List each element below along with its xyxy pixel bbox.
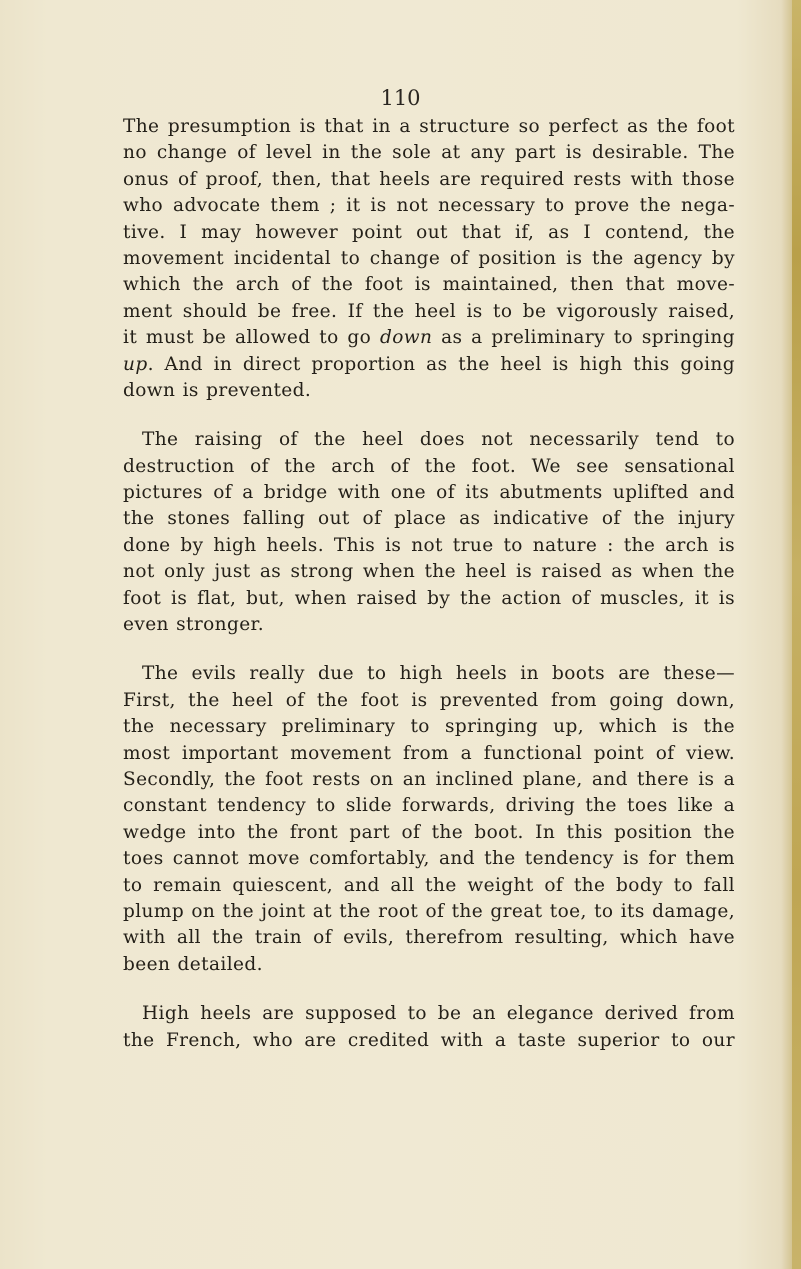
- italic-emphasis: up: [123, 353, 148, 375]
- text-line: onus of proof, then, that heels are required rests with those: [123, 168, 735, 190]
- text-line: ment should be free. If the heel is to be vigorously raised,: [123, 300, 735, 322]
- text-line: which the arch of the foot is maintained, then that move-: [123, 274, 735, 296]
- page-edge: [792, 0, 801, 1269]
- text-line: foot is flat, but, when raised by the action of muscles, it is: [123, 587, 735, 609]
- page-number: 110: [380, 86, 421, 110]
- text-line: the French, who are credited with a taste superior to our: [123, 1029, 735, 1051]
- text-line-with-italic: up. And in direct proportion as the heel is high this going: [123, 353, 735, 375]
- text-line: toes cannot move comfortably, and the tendency is for them: [123, 848, 735, 870]
- text-line: done by high heels. This is not true to nature : the arch is: [123, 534, 735, 556]
- text-line: the stones falling out of place as indicative of the injury: [123, 508, 735, 530]
- text-line: the necessary preliminary to springing up, which is the: [123, 716, 735, 738]
- text-line: The evils really due to high heels in boots are these—: [142, 663, 735, 685]
- text-line: to remain quiescent, and all the weight of the body to fall: [123, 874, 735, 896]
- text-line: High heels are supposed to be an elegance derived from: [142, 1003, 735, 1025]
- text-line: constant tendency to slide forwards, driving the toes like a: [123, 795, 735, 817]
- paragraph-3: [123, 661, 735, 978]
- paragraph-1: [123, 114, 735, 404]
- text-line: Secondly, the foot rests on an inclined plane, and there is a: [123, 768, 735, 790]
- text-line: plump on the joint at the root of the great toe, to its damage,: [123, 900, 735, 922]
- text-line: wedge into the front part of the boot. In this position the: [123, 821, 735, 843]
- text-line: The raising of the heel does not necessarily tend to: [142, 429, 735, 451]
- text-line: who advocate them ; it is not necessary to prove the nega-: [123, 195, 735, 217]
- paragraph-2: [123, 427, 735, 638]
- text-line: pictures of a bridge with one of its abutments uplifted and: [123, 482, 735, 504]
- text-line: down is prevented.: [123, 379, 312, 401]
- text-line: The presumption is that in a structure so perfect as the foot: [123, 116, 735, 137]
- text-line-with-italic: it must be allowed to go down as a preliminary to springing: [123, 327, 735, 349]
- body-text: [123, 114, 735, 1077]
- text-line: even stronger.: [123, 614, 265, 636]
- text-line: First, the heel of the foot is prevented from going down,: [123, 689, 735, 711]
- text-line: no change of level in the sole at any part is desirable. The: [123, 142, 735, 164]
- text-line: movement incidental to change of position is the agency by: [123, 247, 735, 269]
- text-line: destruction of the arch of the foot. We see sensational: [123, 455, 735, 477]
- text-line: not only just as strong when the heel is raised as when the: [123, 561, 735, 583]
- paragraph-4: [123, 1001, 735, 1054]
- italic-emphasis: down: [379, 327, 433, 349]
- text-line: with all the train of evils, therefrom resulting, which have: [123, 927, 735, 949]
- text-line: been detailed.: [123, 953, 263, 975]
- text-line: most important movement from a functional point of view.: [123, 742, 735, 764]
- text-line: tive. I may however point out that if, as I contend, the: [123, 221, 735, 243]
